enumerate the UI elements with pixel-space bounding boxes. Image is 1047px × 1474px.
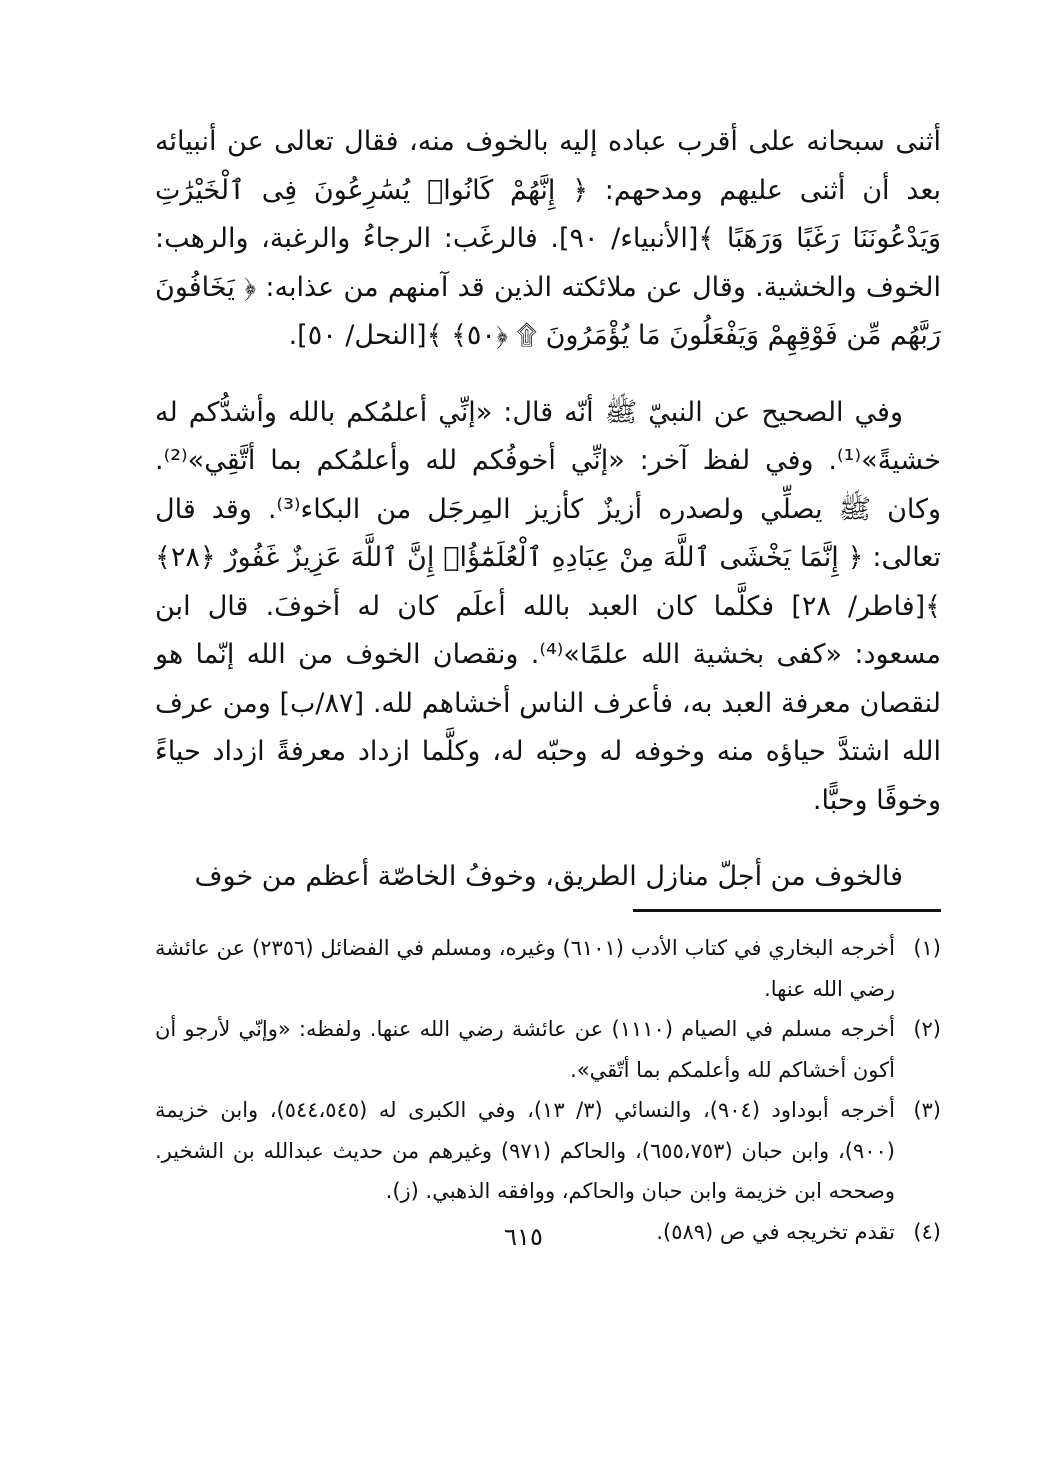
footnotes-list: [155, 928, 941, 1252]
footnote-number: (٤): [913, 1219, 941, 1244]
footnote-item: [155, 1090, 941, 1212]
footnote-text: أخرجه البخاري في كتاب الأدب (٦١٠١) وغيره، ومسلم في الفضائل (٢٣٥٦) عن عائشة رضي الله عنها.: [155, 936, 895, 1001]
footnote-text: تقدم تخريجه في ص (٥٨٩).: [656, 1219, 895, 1244]
footnote-item: [155, 928, 941, 1009]
body-paragraph: وفي الصحيح عن النبيّ ﷺ أنّه قال: «إنِّي أعلمُكم بالله وأشدُّكم له خشيةً»⁽¹⁾. وفي لفظ آخر: «إنِّي أخوفُكم لله وأعلمُكم بما أتَّقِي»⁽²⁾. وكان ﷺ يصلِّي ولصدره أزيزٌ كأزيز المِرجَل من البكاء⁽³⁾. وقد قال تعالى: ﴿ إِنَّمَا يَخْشَى ٱللَّهَ مِنْ عِبَادِهِ ٱلْعُلَمَٰٓؤُا۟ إِنَّ ٱللَّهَ عَزِيزٌ غَفُورٌ ﴿٢٨﴾ ﴾[فاطر/ ٢٨] فكلَّما كان العبد بالله أعلَم كان له أخوفَ. قال ابن مسعود: «كفى بخشية الله علمًا»⁽⁴⁾. ونقصان الخوف من الله إنّما هو لنقصان معرفة العبد به، فأعرف الناس أخشاهم لله. [٨٧/ب] ومن عرف الله اشتدَّ حياؤه منه وخوفه له وحبّه له، وكلَّما ازداد معرفةً ازداد حياءً وخوفًا وحبًّا.: [155, 396, 942, 816]
footnote-text: أخرجه أبوداود (٩٠٤)، والنسائي (٣/ ١٣)، وفي الكبرى له (٥٤٤،٥٤٥)، وابن خزيمة (٩٠٠)، وابن حبان (٦٥٥،٧٥٣)، والحاكم (٩٧١) وغيرهم من حديث عبدالله بن الشخير. وصححه ابن خزيمة وابن حبان والحاكم، ووافقه الذهبي. (ز).: [155, 1098, 895, 1203]
footnote-number: (١): [913, 936, 941, 960]
footnote-item: [155, 1009, 941, 1090]
footnote-text: أخرجه مسلم في الصيام (١١١٠) عن عائشة رضي الله عنها. ولفظه: «وإنّي لأرجو أن أكون أخشاكم لله وأعلمكم بما أتّقي».: [155, 1017, 895, 1082]
footnote-separator: [633, 909, 941, 912]
body-paragraph: أثنى سبحانه على أقرب عباده إليه بالخوف منه، فقال تعالى عن أنبيائه بعد أن أثنى عليهم ومدحهم: ﴿ إِنَّهُمْ كَانُوا۟ يُسَٰرِعُونَ فِى ٱلْخَيْرَٰتِ وَيَدْعُونَنَا رَغَبًا وَرَهَبًا ﴾[الأنبياء/ ٩٠]. فالرغَب: الرجاءُ والرغبة، والرهب: الخوف والخشية. وقال عن ملائكته الذين قد آمنهم من عذابه: ﴿ يَخَافُونَ رَبَّهُم مِّن فَوْقِهِمْ وَيَفْعَلُونَ مَا يُؤْمَرُونَ ۩ ﴿٥٠﴾ ﴾[النحل/ ٥٠].: [155, 126, 941, 351]
footnote-number: (٢): [913, 1017, 941, 1041]
footnote-number: (٣): [913, 1098, 941, 1122]
body-paragraph: فالخوف من أجلّ منازل الطريق، وخوفُ الخاصّة أعظم من خوف: [194, 861, 903, 892]
page-number: ٦١٥: [504, 1223, 543, 1251]
